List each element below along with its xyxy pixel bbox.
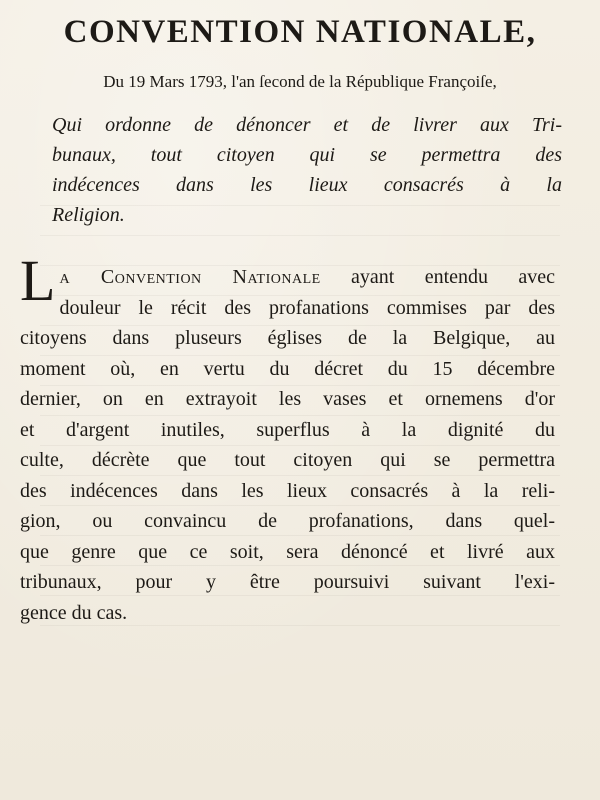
drop-cap: L xyxy=(20,248,56,313)
body-line: gion, ou convaincu de profanations, dans quel- xyxy=(20,510,555,532)
body-line: des indécences dans les lieux consacrés à la reli- xyxy=(20,479,555,502)
summary-line: indécences dans les lieux consacrés à la xyxy=(52,174,562,196)
body-line: douleur le récit des profanations commises par des xyxy=(59,296,555,319)
decree-summary xyxy=(52,110,562,230)
body-line: citoyens dans pluseurs églises de la Belgique, au xyxy=(20,327,555,349)
body-line: culte, décrète que tout citoyen qui se permettra xyxy=(20,449,555,471)
body-line: gence du cas. xyxy=(20,601,128,624)
summary-line: Qui ordonne de dénoncer et de livrer aux Tri- xyxy=(52,114,562,136)
summary-line: bunaux, tout citoyen qui se permettra des xyxy=(52,144,562,166)
body-line: que genre que ce soit, sera dénoncé et livré aux xyxy=(20,540,555,563)
opening-small-caps: a Convention Nationale xyxy=(59,266,321,288)
opening-rest: ayant entendu avec xyxy=(320,266,555,288)
summary-line: Religion. xyxy=(52,204,125,226)
body-line: tribunaux, pour y être poursuivi suivant l'exi- xyxy=(20,571,555,593)
decree-body xyxy=(20,248,555,628)
body-line: dernier, on en extrayoit les vases et ornemens d'or xyxy=(20,388,555,410)
body-line: et d'argent inutiles, superflus à la dignité du xyxy=(20,418,555,441)
document-dateline: Du 19 Mars 1793, l'an ſecond de la République Françoiſe, xyxy=(103,72,497,91)
document-title: CONVENTION NATIONALE, xyxy=(63,14,537,50)
body-line: moment où, en vertu du décret du 15 décembre xyxy=(20,357,555,380)
